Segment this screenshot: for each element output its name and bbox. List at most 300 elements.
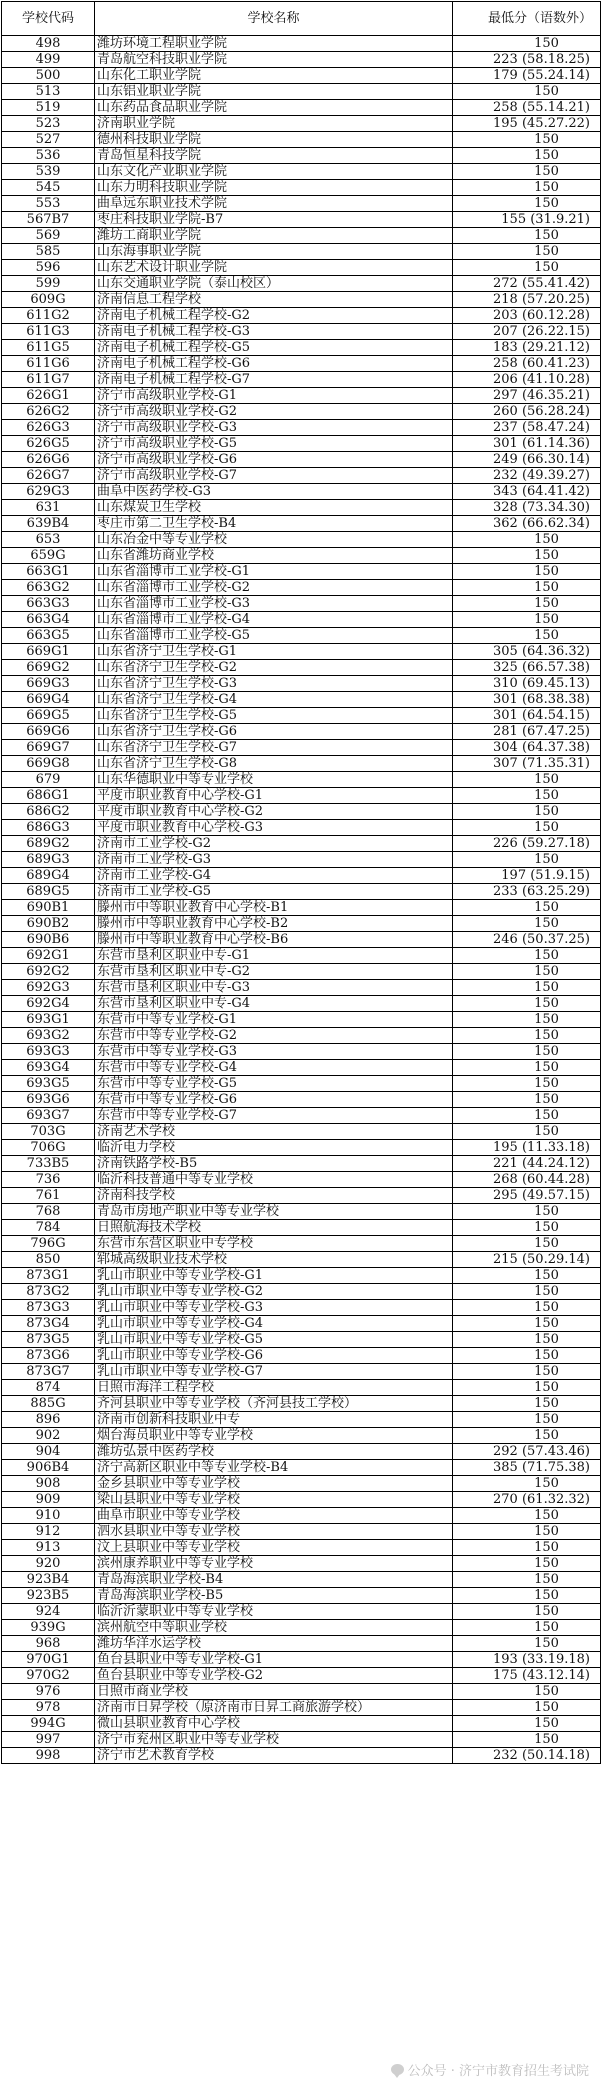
table-row	[2, 244, 601, 260]
school-code-cell: 923B4	[2, 1572, 95, 1588]
min-score-cell: 150	[453, 260, 601, 276]
min-score-cell: 150	[453, 612, 601, 628]
min-score-cell: 150	[453, 1076, 601, 1092]
school-name-cell: 烟台海员职业中等专业学校	[95, 1428, 453, 1444]
school-name-cell: 济南电子机械工程学校-G7	[95, 372, 453, 388]
table-row	[2, 196, 601, 212]
school-name-cell: 济宁市高级职业学校-G5	[95, 436, 453, 452]
min-score-cell: 150	[453, 1476, 601, 1492]
school-name-cell: 曲阜中医药学校-G3	[95, 484, 453, 500]
table-row	[2, 372, 601, 388]
min-score-cell: 150	[453, 1524, 601, 1540]
min-score-cell: 155 (31.9.21)	[453, 212, 601, 228]
table-row	[2, 1508, 601, 1524]
school-name-cell: 滕州市中等职业教育中心学校-B2	[95, 916, 453, 932]
school-code-cell: 626G5	[2, 436, 95, 452]
school-code-cell: 873G3	[2, 1300, 95, 1316]
min-score-cell: 221 (44.24.12)	[453, 1156, 601, 1172]
school-code-cell: 970G2	[2, 1668, 95, 1684]
min-score-cell: 150	[453, 196, 601, 212]
school-name-cell: 乳山市职业中等专业学校-G6	[95, 1348, 453, 1364]
school-code-cell: 669G8	[2, 756, 95, 772]
min-score-cell: 150	[453, 980, 601, 996]
min-score-cell: 150	[453, 1700, 601, 1716]
school-name-cell: 郓城高级职业技术学校	[95, 1252, 453, 1268]
school-name-cell: 山东省淄博市工业学校-G4	[95, 612, 453, 628]
min-score-cell: 307 (71.35.31)	[453, 756, 601, 772]
school-code-cell: 693G5	[2, 1076, 95, 1092]
school-code-cell: 906B4	[2, 1460, 95, 1476]
school-code-cell: 692G2	[2, 964, 95, 980]
table-row	[2, 804, 601, 820]
table-row	[2, 356, 601, 372]
table-row	[2, 1636, 601, 1652]
table-row	[2, 1028, 601, 1044]
school-code-cell: 653	[2, 532, 95, 548]
table-row	[2, 788, 601, 804]
table-row	[2, 1236, 601, 1252]
min-score-cell: 218 (57.20.25)	[453, 292, 601, 308]
min-score-cell: 150	[453, 1348, 601, 1364]
min-score-cell: 292 (57.43.46)	[453, 1444, 601, 1460]
min-score-cell: 150	[453, 1124, 601, 1140]
table-row	[2, 1700, 601, 1716]
school-name-cell: 泗水县职业中等专业学校	[95, 1524, 453, 1540]
table-row	[2, 1348, 601, 1364]
school-name-cell: 山东省济宁卫生学校-G3	[95, 676, 453, 692]
school-name-cell: 日照市商业学校	[95, 1684, 453, 1700]
school-code-cell: 692G1	[2, 948, 95, 964]
school-name-cell: 济南艺术学校	[95, 1124, 453, 1140]
school-code-cell: 539	[2, 164, 95, 180]
table-row	[2, 68, 601, 84]
min-score-cell: 226 (59.27.18)	[453, 836, 601, 852]
table-row	[2, 580, 601, 596]
min-score-cell: 150	[453, 1732, 601, 1748]
table-row	[2, 996, 601, 1012]
school-code-cell: 874	[2, 1380, 95, 1396]
table-row	[2, 948, 601, 964]
school-code-cell: 527	[2, 132, 95, 148]
school-code-cell: 626G6	[2, 452, 95, 468]
school-name-cell: 东营市垦利区职业中专-G3	[95, 980, 453, 996]
school-name-cell: 山东铝业职业学院	[95, 84, 453, 100]
min-score-cell: 150	[453, 1300, 601, 1316]
table-row	[2, 404, 601, 420]
wechat-icon	[391, 2064, 404, 2075]
school-name-cell: 山东省潍坊商业学校	[95, 548, 453, 564]
school-name-cell: 山东省济宁卫生学校-G4	[95, 692, 453, 708]
min-score-cell: 385 (71.75.38)	[453, 1460, 601, 1476]
school-name-cell: 潍坊华洋水运学校	[95, 1636, 453, 1652]
school-name-cell: 济宁市高级职业学校-G7	[95, 468, 453, 484]
school-code-cell: 873G4	[2, 1316, 95, 1332]
school-name-cell: 山东省济宁卫生学校-G1	[95, 644, 453, 660]
school-code-cell: 499	[2, 52, 95, 68]
table-row	[2, 484, 601, 500]
school-name-cell: 枣庄市第二卫生学校-B4	[95, 516, 453, 532]
min-score-cell: 328 (73.34.30)	[453, 500, 601, 516]
min-score-cell: 150	[453, 804, 601, 820]
table-row	[2, 1476, 601, 1492]
school-name-cell: 山东省济宁卫生学校-G5	[95, 708, 453, 724]
min-score-cell: 195 (45.27.22)	[453, 116, 601, 132]
school-code-cell: 498	[2, 36, 95, 52]
table-row	[2, 308, 601, 324]
min-score-cell: 175 (43.12.14)	[453, 1668, 601, 1684]
school-name-cell: 山东文化产业职业学院	[95, 164, 453, 180]
table-row	[2, 1172, 601, 1188]
school-name-cell: 青岛恒星科技学院	[95, 148, 453, 164]
school-code-cell: 669G4	[2, 692, 95, 708]
school-code-cell: 976	[2, 1684, 95, 1700]
table-row	[2, 532, 601, 548]
school-code-cell: 569	[2, 228, 95, 244]
school-name-cell: 临沂沂蒙职业中等专业学校	[95, 1604, 453, 1620]
table-row	[2, 1652, 601, 1668]
header-school-name: 学校名称	[95, 2, 453, 36]
school-code-cell: 689G5	[2, 884, 95, 900]
school-name-cell: 山东力明科技职业学院	[95, 180, 453, 196]
min-score-cell: 150	[453, 1284, 601, 1300]
school-code-cell: 599	[2, 276, 95, 292]
min-score-cell: 150	[453, 564, 601, 580]
table-row	[2, 916, 601, 932]
table-row	[2, 1060, 601, 1076]
school-code-cell: 768	[2, 1204, 95, 1220]
school-name-cell: 济宁市兖州区职业中等专业学校	[95, 1732, 453, 1748]
min-score-cell: 232 (50.14.18)	[453, 1748, 601, 1764]
school-code-cell: 912	[2, 1524, 95, 1540]
table-row	[2, 388, 601, 404]
table-row	[2, 84, 601, 100]
school-name-cell: 青岛海滨职业学校-B5	[95, 1588, 453, 1604]
school-code-cell: 693G2	[2, 1028, 95, 1044]
min-score-cell: 150	[453, 1220, 601, 1236]
min-score-cell: 150	[453, 948, 601, 964]
min-score-cell: 150	[453, 1396, 601, 1412]
school-name-cell: 枣庄科技职业学院-B7	[95, 212, 453, 228]
school-name-cell: 济南电子机械工程学校-G3	[95, 324, 453, 340]
header-min-score: 最低分（语数外）	[453, 2, 601, 36]
table-row	[2, 1620, 601, 1636]
school-name-cell: 乳山市职业中等专业学校-G2	[95, 1284, 453, 1300]
school-code-cell: 689G4	[2, 868, 95, 884]
school-code-cell: 611G7	[2, 372, 95, 388]
school-code-cell: 796G	[2, 1236, 95, 1252]
school-name-cell: 东营市垦利区职业中专-G1	[95, 948, 453, 964]
table-row	[2, 1268, 601, 1284]
school-code-cell: 706G	[2, 1140, 95, 1156]
table-row	[2, 1092, 601, 1108]
min-score-cell: 150	[453, 1572, 601, 1588]
school-code-cell: 761	[2, 1188, 95, 1204]
table-row	[2, 1588, 601, 1604]
table-row	[2, 1716, 601, 1732]
table-row	[2, 964, 601, 980]
school-code-cell: 968	[2, 1636, 95, 1652]
min-score-cell: 150	[453, 1268, 601, 1284]
min-score-cell: 325 (66.57.38)	[453, 660, 601, 676]
min-score-cell: 281 (67.47.25)	[453, 724, 601, 740]
table-row	[2, 148, 601, 164]
school-code-cell: 669G6	[2, 724, 95, 740]
school-name-cell: 平度市职业教育中心学校-G2	[95, 804, 453, 820]
school-name-cell: 临沂科技普通中等专业学校	[95, 1172, 453, 1188]
table-row	[2, 116, 601, 132]
table-row	[2, 1300, 601, 1316]
min-score-cell: 150	[453, 964, 601, 980]
school-code-cell: 904	[2, 1444, 95, 1460]
min-score-cell: 150	[453, 1108, 601, 1124]
min-score-cell: 150	[453, 532, 601, 548]
school-name-cell: 济南科技学校	[95, 1188, 453, 1204]
school-code-cell: 669G5	[2, 708, 95, 724]
min-score-cell: 150	[453, 580, 601, 596]
table-row	[2, 564, 601, 580]
school-code-cell: 850	[2, 1252, 95, 1268]
min-score-cell: 297 (46.35.21)	[453, 388, 601, 404]
min-score-cell: 203 (60.12.28)	[453, 308, 601, 324]
min-score-cell: 150	[453, 1012, 601, 1028]
school-code-cell: 519	[2, 100, 95, 116]
school-name-cell: 济南市创新科技职业中专	[95, 1412, 453, 1428]
table-row	[2, 1428, 601, 1444]
school-name-cell: 山东冶金中等专业学校	[95, 532, 453, 548]
table-row	[2, 980, 601, 996]
school-name-cell: 乳山市职业中等专业学校-G4	[95, 1316, 453, 1332]
school-code-cell: 924	[2, 1604, 95, 1620]
school-code-cell: 553	[2, 196, 95, 212]
school-code-cell: 669G7	[2, 740, 95, 756]
school-name-cell: 潍坊工商职业学院	[95, 228, 453, 244]
min-score-cell: 233 (63.25.29)	[453, 884, 601, 900]
table-row	[2, 468, 601, 484]
min-score-cell: 150	[453, 1588, 601, 1604]
school-code-cell: 611G5	[2, 340, 95, 356]
min-score-cell: 150	[453, 1236, 601, 1252]
school-name-cell: 乳山市职业中等专业学校-G1	[95, 1268, 453, 1284]
min-score-cell: 150	[453, 788, 601, 804]
min-score-cell: 150	[453, 244, 601, 260]
school-name-cell: 鱼台县职业中等专业学校-G2	[95, 1668, 453, 1684]
min-score-cell: 150	[453, 900, 601, 916]
school-code-cell: 513	[2, 84, 95, 100]
school-code-cell: 690B6	[2, 932, 95, 948]
table-row	[2, 260, 601, 276]
school-name-cell: 济宁市高级职业学校-G1	[95, 388, 453, 404]
table-row	[2, 1668, 601, 1684]
table-row	[2, 900, 601, 916]
school-name-cell: 潍坊环境工程职业学院	[95, 36, 453, 52]
school-name-cell: 济宁市高级职业学校-G2	[95, 404, 453, 420]
min-score-cell: 150	[453, 1204, 601, 1220]
table-row	[2, 164, 601, 180]
table-row	[2, 52, 601, 68]
school-name-cell: 山东省淄博市工业学校-G1	[95, 564, 453, 580]
min-score-cell: 301 (61.14.36)	[453, 436, 601, 452]
school-code-cell: 997	[2, 1732, 95, 1748]
school-name-cell: 青岛航空科技职业学院	[95, 52, 453, 68]
school-code-cell: 585	[2, 244, 95, 260]
school-code-cell: 885G	[2, 1396, 95, 1412]
school-code-cell: 611G2	[2, 308, 95, 324]
table-row	[2, 1076, 601, 1092]
table-row	[2, 1380, 601, 1396]
school-code-cell: 626G7	[2, 468, 95, 484]
table-row	[2, 324, 601, 340]
table-row	[2, 228, 601, 244]
school-name-cell: 滕州市中等职业教育中心学校-B6	[95, 932, 453, 948]
school-code-cell: 659G	[2, 548, 95, 564]
school-code-cell: 908	[2, 1476, 95, 1492]
school-name-cell: 青岛海滨职业学校-B4	[95, 1572, 453, 1588]
min-score-cell: 223 (58.18.25)	[453, 52, 601, 68]
school-name-cell: 山东省济宁卫生学校-G6	[95, 724, 453, 740]
table-row	[2, 1140, 601, 1156]
header-row	[2, 2, 601, 36]
min-score-cell: 150	[453, 548, 601, 564]
school-name-cell: 东营市垦利区职业中专-G4	[95, 996, 453, 1012]
min-score-cell: 237 (58.47.24)	[453, 420, 601, 436]
school-name-cell: 山东艺术设计职业学院	[95, 260, 453, 276]
school-name-cell: 山东药品食品职业学院	[95, 100, 453, 116]
school-code-cell: 873G1	[2, 1268, 95, 1284]
school-code-cell: 873G2	[2, 1284, 95, 1300]
school-code-cell: 692G3	[2, 980, 95, 996]
school-code-cell: 692G4	[2, 996, 95, 1012]
table-row	[2, 292, 601, 308]
school-name-cell: 滕州市中等职业教育中心学校-B1	[95, 900, 453, 916]
school-name-cell: 平度市职业教育中心学校-G3	[95, 820, 453, 836]
table-row	[2, 708, 601, 724]
table-row	[2, 1188, 601, 1204]
min-score-cell: 179 (55.24.14)	[453, 68, 601, 84]
table-row	[2, 1316, 601, 1332]
min-score-cell: 258 (60.41.23)	[453, 356, 601, 372]
school-name-cell: 山东省淄博市工业学校-G5	[95, 628, 453, 644]
min-score-cell: 268 (60.44.28)	[453, 1172, 601, 1188]
table-row	[2, 1524, 601, 1540]
table-row	[2, 276, 601, 292]
min-score-cell: 150	[453, 1044, 601, 1060]
school-name-cell: 汶上县职业中等专业学校	[95, 1540, 453, 1556]
min-score-cell: 150	[453, 1684, 601, 1700]
table-row	[2, 1540, 601, 1556]
min-score-cell: 193 (33.19.18)	[453, 1652, 601, 1668]
table-row	[2, 36, 601, 52]
school-code-cell: 910	[2, 1508, 95, 1524]
school-code-cell: 920	[2, 1556, 95, 1572]
school-code-cell: 703G	[2, 1124, 95, 1140]
min-score-cell: 150	[453, 1540, 601, 1556]
min-score-cell: 150	[453, 1028, 601, 1044]
school-code-cell: 626G3	[2, 420, 95, 436]
table-row	[2, 852, 601, 868]
school-name-cell: 济宁高新区职业中等专业学校-B4	[95, 1460, 453, 1476]
school-name-cell: 济宁市艺术教育学校	[95, 1748, 453, 1764]
table-row	[2, 724, 601, 740]
table-row	[2, 1732, 601, 1748]
min-score-cell: 150	[453, 916, 601, 932]
table-row	[2, 1220, 601, 1236]
school-code-cell: 902	[2, 1428, 95, 1444]
school-name-cell: 济南市日昇学校（原济南市日昇工商旅游学校）	[95, 1700, 453, 1716]
table-row	[2, 676, 601, 692]
table-row	[2, 1364, 601, 1380]
min-score-cell: 150	[453, 164, 601, 180]
school-name-cell: 微山县职业教育中心学校	[95, 1716, 453, 1732]
school-name-cell: 金乡县职业中等专业学校	[95, 1476, 453, 1492]
school-name-cell: 东营市中等专业学校-G6	[95, 1092, 453, 1108]
table-row	[2, 548, 601, 564]
school-name-cell: 山东化工职业学院	[95, 68, 453, 84]
table-row	[2, 1124, 601, 1140]
table-row	[2, 1396, 601, 1412]
min-score-cell: 150	[453, 772, 601, 788]
min-score-cell: 150	[453, 228, 601, 244]
school-code-cell: 611G3	[2, 324, 95, 340]
min-score-cell: 150	[453, 1060, 601, 1076]
school-name-cell: 日照航海技术学校	[95, 1220, 453, 1236]
min-score-cell: 150	[453, 996, 601, 1012]
table-row	[2, 1572, 601, 1588]
table-row	[2, 500, 601, 516]
school-name-cell: 山东省济宁卫生学校-G2	[95, 660, 453, 676]
school-code-cell: 998	[2, 1748, 95, 1764]
table-row	[2, 132, 601, 148]
table-row	[2, 1604, 601, 1620]
admission-score-table	[1, 1, 601, 1764]
min-score-cell: 150	[453, 1092, 601, 1108]
school-code-cell: 939G	[2, 1620, 95, 1636]
table-row	[2, 1684, 601, 1700]
min-score-cell: 150	[453, 1716, 601, 1732]
school-name-cell: 济宁市高级职业学校-G3	[95, 420, 453, 436]
school-name-cell: 济南电子机械工程学校-G6	[95, 356, 453, 372]
min-score-cell: 270 (61.32.32)	[453, 1492, 601, 1508]
table-row	[2, 1444, 601, 1460]
table-row	[2, 1412, 601, 1428]
school-code-cell: 663G2	[2, 580, 95, 596]
table-row	[2, 692, 601, 708]
table-row	[2, 1492, 601, 1508]
school-name-cell: 临沂电力学校	[95, 1140, 453, 1156]
table-row	[2, 212, 601, 228]
table-row	[2, 436, 601, 452]
school-code-cell: 536	[2, 148, 95, 164]
min-score-cell: 249 (66.30.14)	[453, 452, 601, 468]
table-row	[2, 1108, 601, 1124]
min-score-cell: 260 (56.28.24)	[453, 404, 601, 420]
school-code-cell: 978	[2, 1700, 95, 1716]
school-code-cell: 736	[2, 1172, 95, 1188]
table-row	[2, 932, 601, 948]
school-code-cell: 686G2	[2, 804, 95, 820]
school-name-cell: 乳山市职业中等专业学校-G7	[95, 1364, 453, 1380]
min-score-cell: 150	[453, 84, 601, 100]
min-score-cell: 150	[453, 1556, 601, 1572]
school-name-cell: 乳山市职业中等专业学校-G5	[95, 1332, 453, 1348]
school-name-cell: 乳山市职业中等专业学校-G3	[95, 1300, 453, 1316]
school-name-cell: 济南市工业学校-G5	[95, 884, 453, 900]
school-name-cell: 东营市中等专业学校-G5	[95, 1076, 453, 1092]
school-code-cell: 733B5	[2, 1156, 95, 1172]
school-name-cell: 济南职业学院	[95, 116, 453, 132]
school-code-cell: 690B1	[2, 900, 95, 916]
school-name-cell: 山东煤炭卫生学校	[95, 500, 453, 516]
school-code-cell: 923B5	[2, 1588, 95, 1604]
